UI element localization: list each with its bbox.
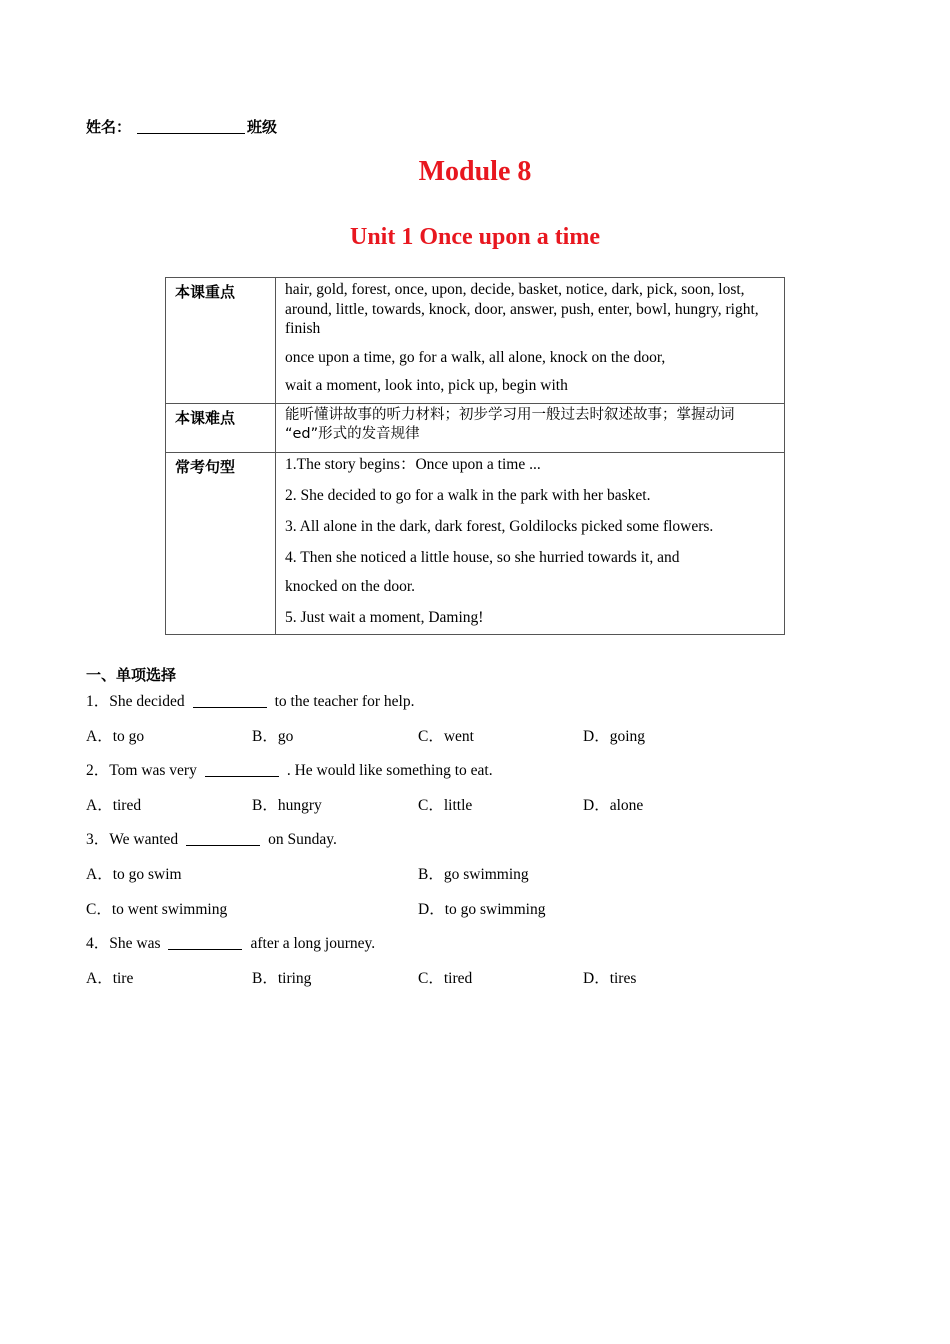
q3-option-a[interactable]: A．to go swim — [86, 866, 182, 883]
question-3-blank[interactable] — [186, 831, 260, 846]
patterns-label: 常考句型 — [166, 453, 276, 635]
table-row-focus — [166, 278, 785, 404]
focus-cell — [276, 278, 785, 404]
unit-title: Unit 1 Once upon a time — [349, 224, 600, 250]
section-title: 一、单项选择 — [86, 666, 177, 684]
name-class-line — [86, 116, 277, 137]
question-4-blank[interactable] — [168, 935, 242, 950]
question-1-stem-end: to the teacher for help. — [274, 693, 415, 710]
q2-option-c[interactable]: C．little — [418, 797, 473, 814]
question-1-stem: 1．She decided — [86, 693, 185, 710]
question-2 — [86, 758, 493, 780]
question-3 — [86, 827, 337, 849]
difficulty-cell — [276, 404, 785, 453]
pattern-4: 4. Then she noticed a little house, so she hurried towards it, and — [285, 549, 680, 566]
question-1-blank[interactable] — [193, 693, 267, 708]
q3-option-d[interactable]: D．to go swimming — [418, 901, 546, 918]
focus-phrases-1: once upon a time, go for a walk, all alone, knock on the door, — [285, 348, 666, 366]
difficulty-label: 本课难点 — [166, 404, 276, 453]
question-4-stem-end: after a long journey. — [250, 935, 376, 952]
question-2-blank[interactable] — [205, 762, 279, 777]
q4-option-c[interactable]: C．tired — [418, 970, 473, 987]
q4-option-b[interactable]: B．tiring — [252, 970, 312, 987]
q4-option-a[interactable]: A．tire — [86, 970, 134, 987]
q2-option-d[interactable]: D．alone — [583, 797, 644, 814]
lesson-info-table — [165, 277, 785, 635]
q3-option-b[interactable]: B．go swimming — [418, 866, 529, 883]
question-1 — [86, 689, 414, 711]
focus-words: hair, gold, forest, once, upon, decide, basket, notice, dark, pick, soon, lost, around, little, towards, knock, door, answer, push, enter, bowl, hungry, right, finish — [285, 281, 759, 337]
pattern-4-continued: knocked on the door. — [285, 578, 416, 595]
focus-label: 本课重点 — [166, 278, 276, 404]
pattern-1: 1.The story begins：Once upon a time ... — [285, 456, 541, 473]
q3-option-c[interactable]: C．to went swimming — [86, 901, 228, 918]
name-label: 姓名： — [86, 118, 132, 136]
q1-option-c[interactable]: C．went — [418, 728, 474, 745]
table-row-difficulty — [166, 404, 785, 453]
question-4 — [86, 931, 375, 953]
patterns-cell — [276, 453, 785, 635]
q1-option-a[interactable]: A．to go — [86, 728, 145, 745]
question-2-stem: 2．Tom was very — [86, 762, 197, 779]
question-3-stem-end: on Sunday. — [268, 831, 337, 848]
table-row-patterns — [166, 453, 785, 635]
name-blank[interactable] — [137, 119, 245, 134]
question-4-stem: 4．She was — [86, 935, 161, 952]
q2-option-b[interactable]: B．hungry — [252, 797, 322, 814]
question-3-stem: 3．We wanted — [86, 831, 179, 848]
pattern-3: 3. All alone in the dark, dark forest, Goldilocks picked some flowers. — [285, 518, 714, 535]
q4-option-d[interactable]: D．tires — [583, 970, 637, 987]
q1-option-d[interactable]: D．going — [583, 728, 646, 745]
pattern-5: 5. Just wait a moment, Daming! — [285, 609, 484, 626]
question-2-stem-end: . He would like something to eat. — [286, 762, 493, 779]
class-label: 班级 — [247, 118, 278, 136]
pattern-2: 2. She decided to go for a walk in the park with her basket. — [285, 487, 651, 504]
focus-phrases-2: wait a moment, look into, pick up, begin with — [285, 377, 568, 394]
difficulty-text: 能听懂讲故事的听力材料；初步学习用一般过去时叙述故事；掌握动词 “ed”形式的发音规律 — [285, 407, 735, 442]
q1-option-b[interactable]: B．go — [252, 728, 294, 745]
module-title: Module 8 — [418, 156, 532, 187]
q2-option-a[interactable]: A．tired — [86, 797, 142, 814]
